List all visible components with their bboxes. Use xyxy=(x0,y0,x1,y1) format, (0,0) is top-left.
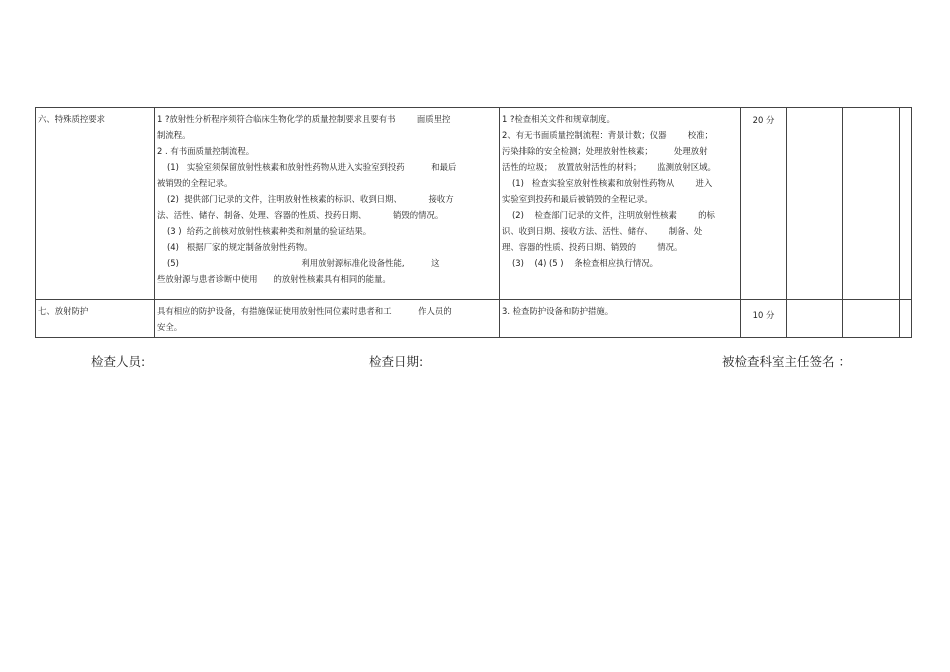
requirement-line: (5) 利用放射源标准化设备性能, 这 xyxy=(167,258,440,268)
inspection-table xyxy=(35,107,912,338)
requirement-line: (2) 提供部门记录的文件，注明放射性核素的标识、收到日期、 接收方 xyxy=(167,194,454,204)
requirement-line: 被销毁的全程记录。 xyxy=(157,178,233,188)
method-line: 2、有无书面质量控制流程：背景计数；仪器 校准； xyxy=(502,130,713,140)
inspection-date-label: 检查日期: xyxy=(369,354,424,369)
method-line: 实验室到投药和最后被销毁的全程记录。 xyxy=(502,194,653,204)
requirement-line: 2 . 有书面质量控制流程。 xyxy=(157,146,255,156)
requirement-line: 1 ?放射性分析程序须符合临床生物化学的质量控制要求且要有书 面质里控 xyxy=(157,114,451,124)
score-value: 10 分 xyxy=(752,310,775,320)
requirement-line: (3 ) 给药之前核对放射性核素种类和剂量的验证结果。 xyxy=(167,226,372,236)
blank-cell[interactable] xyxy=(843,300,900,338)
method-line: (3) (4) (5 ) 条检查相应执行情况。 xyxy=(512,258,658,268)
blank-cell[interactable] xyxy=(787,108,843,300)
requirement-line: (4) 根据厂家的规定制备放射性药物。 xyxy=(167,242,313,252)
requirement-line: 法、活性、储存、制备、处理、容器的性质、投药日期、 销毁的情况。 xyxy=(157,210,444,220)
blank-cell[interactable] xyxy=(900,300,912,338)
requirement-line: (1) 实验室须保留放射性核素和放射性药物从进入实验室到投药 和最后 xyxy=(167,162,457,172)
method-line: (1) 检查实验室放射性核素和放射性药物从 进入 xyxy=(512,178,713,188)
method-line: 3. 检查防护设备和防护措施。 xyxy=(502,306,614,316)
requirement-line: 些放射源与患者诊断中使用 的放射性核素具有相同的能量。 xyxy=(157,274,391,284)
method-line: 理、容器的性质、投药日期、销毁的 情况。 xyxy=(502,242,683,252)
director-signature-label: 被检查科室主任签名 ： xyxy=(722,354,851,369)
table-row xyxy=(36,108,912,300)
method-line: 污染排除的安全检测；处理放射性核素； 处理放射 xyxy=(502,146,708,156)
method-line: 识、收到日期、接收方法、活性、储存、 制备、处 xyxy=(502,226,703,236)
requirement-cell xyxy=(155,300,500,338)
requirement-line: 具有相应的防护设备，有措施保证使用放射性同位素时患者和工 作人员的 xyxy=(157,306,452,316)
requirement-line: 安全。 xyxy=(157,322,183,332)
score-cell xyxy=(741,108,787,300)
method-line: (2) 检查部门记录的文件，注明放射性核素 的标 xyxy=(512,210,715,220)
method-cell xyxy=(500,300,741,338)
method-line: 活性的垃圾； 放置放射活性的材料； 监测放射区域。 xyxy=(502,162,716,172)
score-cell xyxy=(741,300,787,338)
table-row xyxy=(36,300,912,338)
blank-cell[interactable] xyxy=(843,108,900,300)
score-value: 20 分 xyxy=(752,115,775,125)
item-label: 六、特殊质控要求 xyxy=(38,114,105,124)
inspector-label: 检查人员: xyxy=(91,354,146,369)
method-cell xyxy=(500,108,741,300)
requirement-line: 制流程。 xyxy=(157,130,191,140)
method-line: 1 ?检查相关文件和规章制度。 xyxy=(502,114,615,124)
item-label: 七、放射防护 xyxy=(38,306,89,316)
requirement-cell xyxy=(155,108,500,300)
blank-cell[interactable] xyxy=(900,108,912,300)
item-cell xyxy=(36,300,155,338)
blank-cell[interactable] xyxy=(787,300,843,338)
item-cell xyxy=(36,108,155,300)
